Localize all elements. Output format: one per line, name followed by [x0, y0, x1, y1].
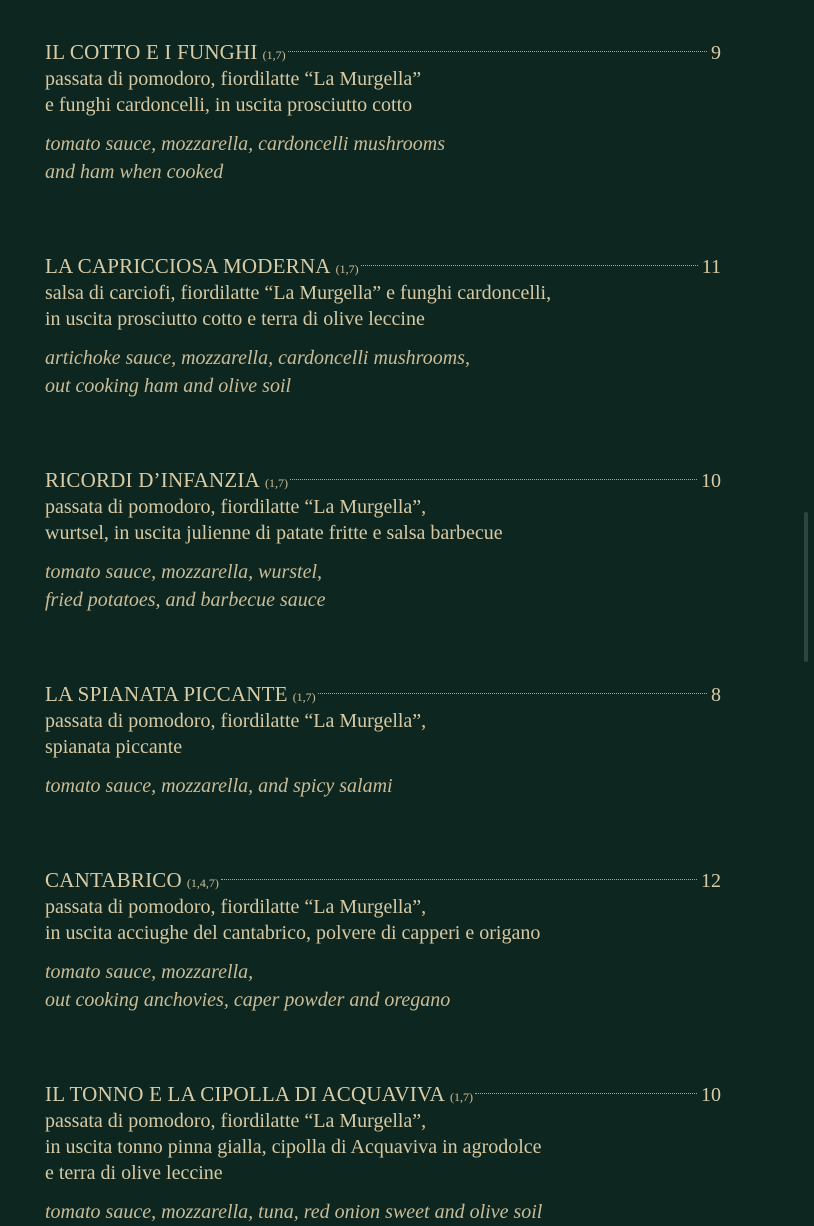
english-line: artichoke sauce, mozzarella, cardoncelli mushrooms, [45, 347, 470, 369]
menu-item-allergens: (1,7) [292, 690, 316, 704]
english-line: tomato sauce, mozzarella, tuna, red onion sweet and olive soil [45, 1201, 543, 1223]
menu-item-price: 12 [701, 870, 721, 892]
menu-item-title-row [45, 38, 721, 66]
menu-item-title-row [45, 866, 721, 894]
english-line: tomato sauce, mozzarella, wurstel, [45, 561, 323, 583]
dotted-leader [221, 879, 697, 880]
english-line: and ham when cooked [45, 161, 224, 183]
menu-item-allergens: (1,7) [262, 48, 286, 62]
menu-item-allergens: (1,4,7) [186, 876, 219, 890]
dotted-leader [475, 1093, 697, 1094]
menu-item-price: 8 [711, 684, 721, 706]
dotted-leader [318, 693, 707, 694]
menu-item-name: LA CAPRICCIOSA MODERNA [45, 254, 331, 278]
english-line: tomato sauce, mozzarella, and spicy salami [45, 775, 393, 797]
menu-item-description [45, 494, 721, 546]
description-line: passata di pomodoro, fiordilatte “La Murgella” [45, 68, 422, 90]
menu-item-english-description [45, 958, 721, 1014]
english-line: tomato sauce, mozzarella, [45, 961, 254, 983]
menu-item-english-description [45, 772, 721, 800]
description-line: passata di pomodoro, fiordilatte “La Murgella”, [45, 496, 427, 518]
menu-item-english-description [45, 344, 721, 400]
menu-item-description [45, 894, 721, 946]
description-line: in uscita tonno pinna gialla, cipolla di Acquaviva in agrodolce [45, 1136, 542, 1158]
menu-item-price: 9 [711, 42, 721, 64]
description-line: passata di pomodoro, fiordilatte “La Murgella”, [45, 1110, 427, 1132]
menu-item-description [45, 708, 721, 760]
english-line: out cooking anchovies, caper powder and oregano [45, 989, 451, 1011]
description-line: salsa di carciofi, fiordilatte “La Murgella” e funghi cardoncelli, [45, 282, 552, 304]
description-line: passata di pomodoro, fiordilatte “La Murgella”, [45, 710, 427, 732]
menu-item-allergens: (1,7) [264, 476, 288, 490]
menu-item-description [45, 1108, 721, 1186]
menu-item-allergens: (1,7) [450, 1090, 473, 1104]
menu-item [45, 1080, 721, 1226]
description-line: in uscita prosciutto cotto e terra di olive leccine [45, 308, 425, 330]
menu-item-price: 10 [701, 1084, 721, 1106]
menu-item [45, 680, 721, 800]
scrollbar-thumb[interactable] [804, 512, 808, 662]
menu-item-title-row [45, 252, 721, 280]
menu-item-title-row [45, 680, 721, 708]
menu-item-english-description [45, 558, 721, 614]
menu-item-description [45, 66, 721, 118]
menu-item-description [45, 280, 721, 332]
menu-item-allergens: (1,7) [335, 262, 359, 276]
dotted-leader [290, 479, 697, 480]
english-line: out cooking ham and olive soil [45, 375, 292, 397]
menu-item-name: CANTABRICO [45, 868, 182, 892]
description-line: in uscita acciughe del cantabrico, polvere di capperi e origano [45, 922, 541, 944]
menu-item-english-description [45, 1198, 721, 1226]
menu-item [45, 866, 721, 1014]
menu-item-name: IL TONNO E LA CIPOLLA DI ACQUAVIVA [45, 1082, 445, 1106]
menu-item-price: 10 [701, 470, 721, 492]
menu-item [45, 252, 721, 400]
description-line: wurtsel, in uscita julienne di patate fritte e salsa barbecue [45, 522, 503, 544]
description-line: e funghi cardoncelli, in uscita prosciutto cotto [45, 94, 413, 116]
menu-item-price: 11 [701, 256, 721, 278]
menu-item-name: LA SPIANATA PICCANTE [45, 682, 288, 706]
menu-item-title-row [45, 1080, 721, 1108]
description-line: spianata piccante [45, 736, 183, 758]
dotted-leader [361, 265, 698, 266]
menu-item [45, 38, 721, 186]
english-line: fried potatoes, and barbecue sauce [45, 589, 326, 611]
english-line: tomato sauce, mozzarella, cardoncelli mushrooms [45, 133, 445, 155]
menu-item-name: RICORDI D’INFANZIA [45, 468, 260, 492]
menu-item-english-description [45, 130, 721, 186]
menu-item [45, 466, 721, 614]
pizza-menu [45, 38, 721, 1226]
dotted-leader [288, 51, 707, 52]
menu-item-title-row [45, 466, 721, 494]
description-line: e terra di olive leccine [45, 1162, 223, 1184]
menu-item-name: IL COTTO E I FUNGHI [45, 40, 258, 64]
description-line: passata di pomodoro, fiordilatte “La Murgella”, [45, 896, 427, 918]
